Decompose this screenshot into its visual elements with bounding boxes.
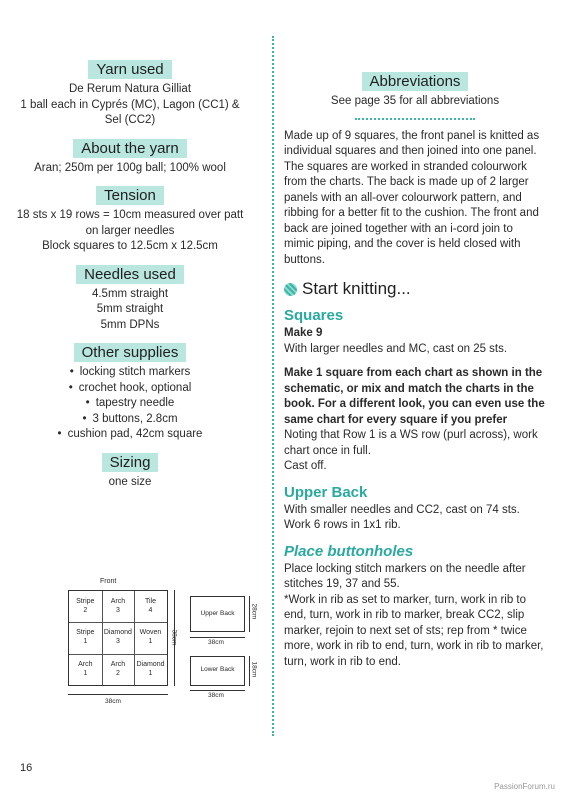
- supply-item: • cushion pad, 42cm square: [14, 427, 246, 443]
- upper-back-panel: [190, 596, 245, 632]
- lower-back-width-label: 38cm: [208, 692, 224, 699]
- tension-section: [14, 186, 246, 255]
- sizing-text: one size: [108, 475, 152, 488]
- abbreviations-heading: Abbreviations: [362, 72, 469, 91]
- abbreviations-section: [284, 72, 546, 120]
- buttonholes-heading: Place buttonholes: [284, 542, 414, 560]
- abbreviations-text: See page 35 for all abbreviations: [330, 95, 500, 107]
- square-cell: [69, 654, 102, 685]
- yarn-used-section: [14, 60, 246, 129]
- tension-heading: Tension: [96, 186, 164, 205]
- supply-item: • crochet hook, optional: [14, 381, 246, 397]
- front-panel-grid: [68, 590, 168, 686]
- needles-section: [14, 265, 246, 334]
- needles-line: 5mm DPNs: [100, 318, 160, 331]
- buttonholes-work: *Work in rib as set to marker, turn, work in rib to end, turn, work in rib to marker, break CC2, slip marker, rejoin to next set of sts; rep from * twice more, work in rib to end, turn, work in rib to marker, turn, work in rib to end.: [284, 593, 544, 668]
- square-name: Stripe: [76, 629, 95, 637]
- squares-cast-off: Cast off.: [284, 460, 327, 472]
- about-yarn-heading: About the yarn: [73, 139, 187, 158]
- about-yarn-section: [14, 139, 246, 177]
- square-number: 2: [115, 669, 120, 677]
- start-knitting-title: Start knitting...: [302, 279, 411, 298]
- square-number: 1: [148, 638, 153, 646]
- upper-back-heading: Upper Back: [284, 483, 368, 501]
- square-number: 4: [148, 607, 153, 614]
- square-cell: [69, 622, 102, 653]
- squares-note: Make 1 square from each chart as shown in the schematic, or mix and match the charts in the book. For a different look, you can even use the same chart for every square if you prefer: [284, 367, 545, 426]
- square-name: Woven: [139, 629, 162, 637]
- square-number: 3: [115, 638, 120, 646]
- lower-back-panel: [190, 656, 245, 686]
- square-name: Arch: [110, 598, 126, 605]
- upper-back-width-label: 38cm: [208, 639, 224, 646]
- square-cell: [69, 591, 102, 622]
- square-name: Tile: [144, 598, 156, 605]
- yarn-used-heading: Yarn used: [88, 60, 171, 79]
- squares-heading: Squares: [284, 307, 344, 324]
- needles-line: 4.5mm straight: [91, 287, 169, 300]
- squares-cast-on: With larger needles and MC, cast on 25 sts.: [284, 342, 508, 355]
- upper-back-height-label: 28cm: [250, 603, 258, 620]
- width-arrow: [68, 694, 168, 695]
- page-number: 16: [20, 762, 33, 774]
- schematic-diagram: [58, 578, 268, 713]
- square-cell: [102, 591, 135, 622]
- square-name: Diamond: [136, 660, 165, 668]
- yarn-used-line: 1 ball each in Cyprés (MC), Lagon (CC1) &: [20, 98, 240, 111]
- lower-back-label: Lower Back: [200, 666, 235, 673]
- yarn-used-line: De Rerum Natura Gilliat: [68, 83, 192, 95]
- square-cell: [134, 654, 167, 685]
- front-height-label: 38cm: [170, 629, 178, 646]
- square-number: 2: [83, 607, 88, 614]
- column-divider: [272, 36, 274, 736]
- square-number: 1: [148, 669, 153, 677]
- sizing-section: [14, 453, 246, 491]
- tension-line: Block squares to 12.5cm x 12.5cm: [42, 240, 218, 252]
- right-column: [284, 72, 546, 670]
- left-column: [14, 60, 246, 500]
- square-number: 1: [83, 669, 88, 677]
- square-cell: [134, 622, 167, 653]
- squares-noting: Noting that Row 1 is a WS row (purl across), work chart once in full.: [284, 429, 538, 457]
- square-name: Diamond: [103, 629, 132, 637]
- square-cell: [134, 591, 167, 622]
- needles-line: 5mm straight: [96, 303, 164, 315]
- supply-item: • 3 buttons, 2.8cm: [14, 412, 246, 428]
- square-name: Stripe: [76, 598, 95, 605]
- lower-back-height-label: 18cm: [250, 661, 258, 678]
- supply-item: • tapestry needle: [14, 396, 246, 412]
- about-yarn-text: Aran; 250m per 100g ball; 100% wool: [34, 161, 226, 174]
- dotted-separator: [355, 118, 475, 120]
- tension-line: 18 sts x 19 rows = 10cm measured over patt: [16, 209, 244, 221]
- width-arrow: [190, 637, 245, 638]
- square-name: Arch: [78, 660, 93, 668]
- supplies-list: [14, 365, 246, 443]
- supplies-section: [14, 343, 246, 443]
- upper-back-label: Upper Back: [200, 610, 235, 617]
- supplies-heading: Other supplies: [74, 343, 187, 362]
- watermark: PassionForum.ru: [494, 782, 555, 791]
- square-number: 3: [115, 607, 120, 614]
- intro-paragraph: Made up of 9 squares, the front panel is knitted as individual squares and then joined into one panel. The squares are worked in stranded colourwork from the charts. The back is made up of 2 larger panels with an all-over colourwork pattern, and ribbing for a better fit to the cushion. The front and back are joined together with an i-cord join to mimic piping, and the cover is held closed with buttons.: [284, 129, 540, 266]
- make-count: Make 9: [284, 327, 323, 339]
- upper-back-text: With smaller needles and CC2, cast on 74 sts. Work 6 rows in 1x1 rib.: [284, 503, 520, 531]
- buttonholes-text: Place locking stitch markers on the needle after stitches 19, 37 and 55.: [284, 562, 526, 590]
- front-label: Front: [100, 578, 117, 585]
- square-cell: [102, 622, 135, 653]
- square-name: Arch: [110, 660, 126, 668]
- needles-heading: Needles used: [76, 265, 184, 284]
- square-number: 1: [83, 638, 88, 646]
- square-cell: [102, 654, 135, 685]
- start-knitting-header: [284, 279, 546, 299]
- front-width-label: 38cm: [105, 698, 121, 705]
- tension-line: on larger needles: [85, 224, 175, 237]
- supply-item: • locking stitch markers: [14, 365, 246, 381]
- sizing-heading: Sizing: [102, 453, 159, 472]
- yarn-used-line: Sel (CC2): [104, 114, 156, 126]
- width-arrow: [190, 690, 245, 691]
- yarn-ball-icon: [284, 283, 297, 296]
